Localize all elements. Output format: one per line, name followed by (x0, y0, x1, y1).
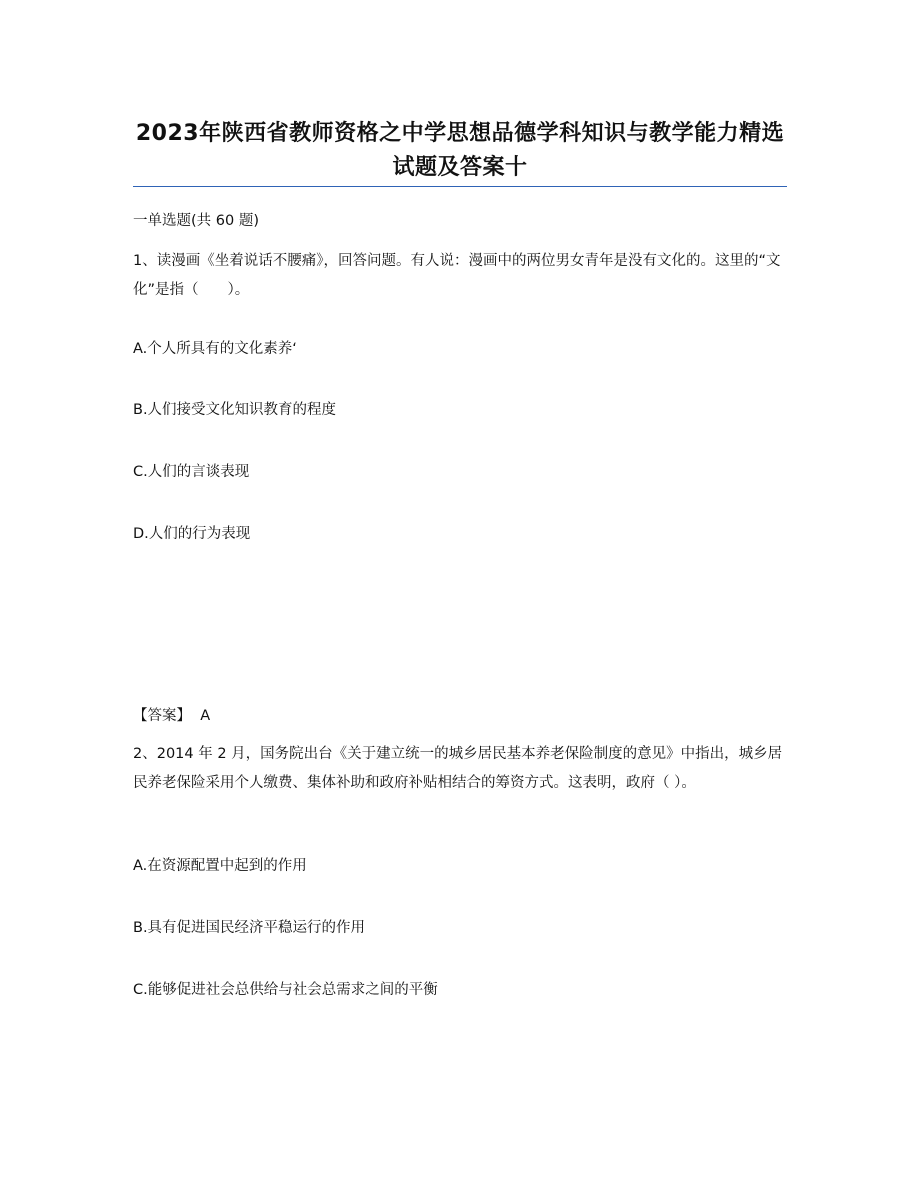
answer-label: 【答案】 (133, 708, 191, 724)
question-2-option-b: B.具有促进国民经济平稳运行的作用 (133, 920, 366, 936)
title-divider (133, 186, 787, 187)
question-1-stem: 1、读漫画《坐着说话不腰痛》，回答问题。有人说：漫画中的两位男女青年是没有文化的。这里的“文化”是指（ ）。 (133, 253, 781, 298)
question-1-option-b: B.人们接受文化知识教育的程度 (133, 402, 337, 418)
question-1-option-d: D.人们的行为表现 (133, 526, 251, 542)
question-2-option-a: A.在资源配置中起到的作用 (133, 858, 307, 874)
question-1-option-c: C.人们的言谈表现 (133, 464, 250, 480)
question-1-option-a: A.个人所具有的文化素养‘ (133, 341, 297, 357)
question-2-option-c: C.能够促进社会总供给与社会总需求之间的平衡 (133, 982, 438, 998)
section-heading: 一单选题(共 60 题) (133, 213, 259, 229)
page-title: 2023年陕西省教师资格之中学思想品德学科知识与教学能力精选试题及答案十 (135, 121, 785, 180)
question-1-answer (133, 706, 210, 726)
question-2-stem: 2、2014 年 2 月，国务院出台《关于建立统一的城乡居民基本养老保险制度的意见》中指出，城乡居民养老保险采用个人缴费、集体补助和政府补贴相结合的筹资方式。这表明，政府（ ）。 (133, 746, 783, 791)
answer-value: A (200, 708, 211, 724)
